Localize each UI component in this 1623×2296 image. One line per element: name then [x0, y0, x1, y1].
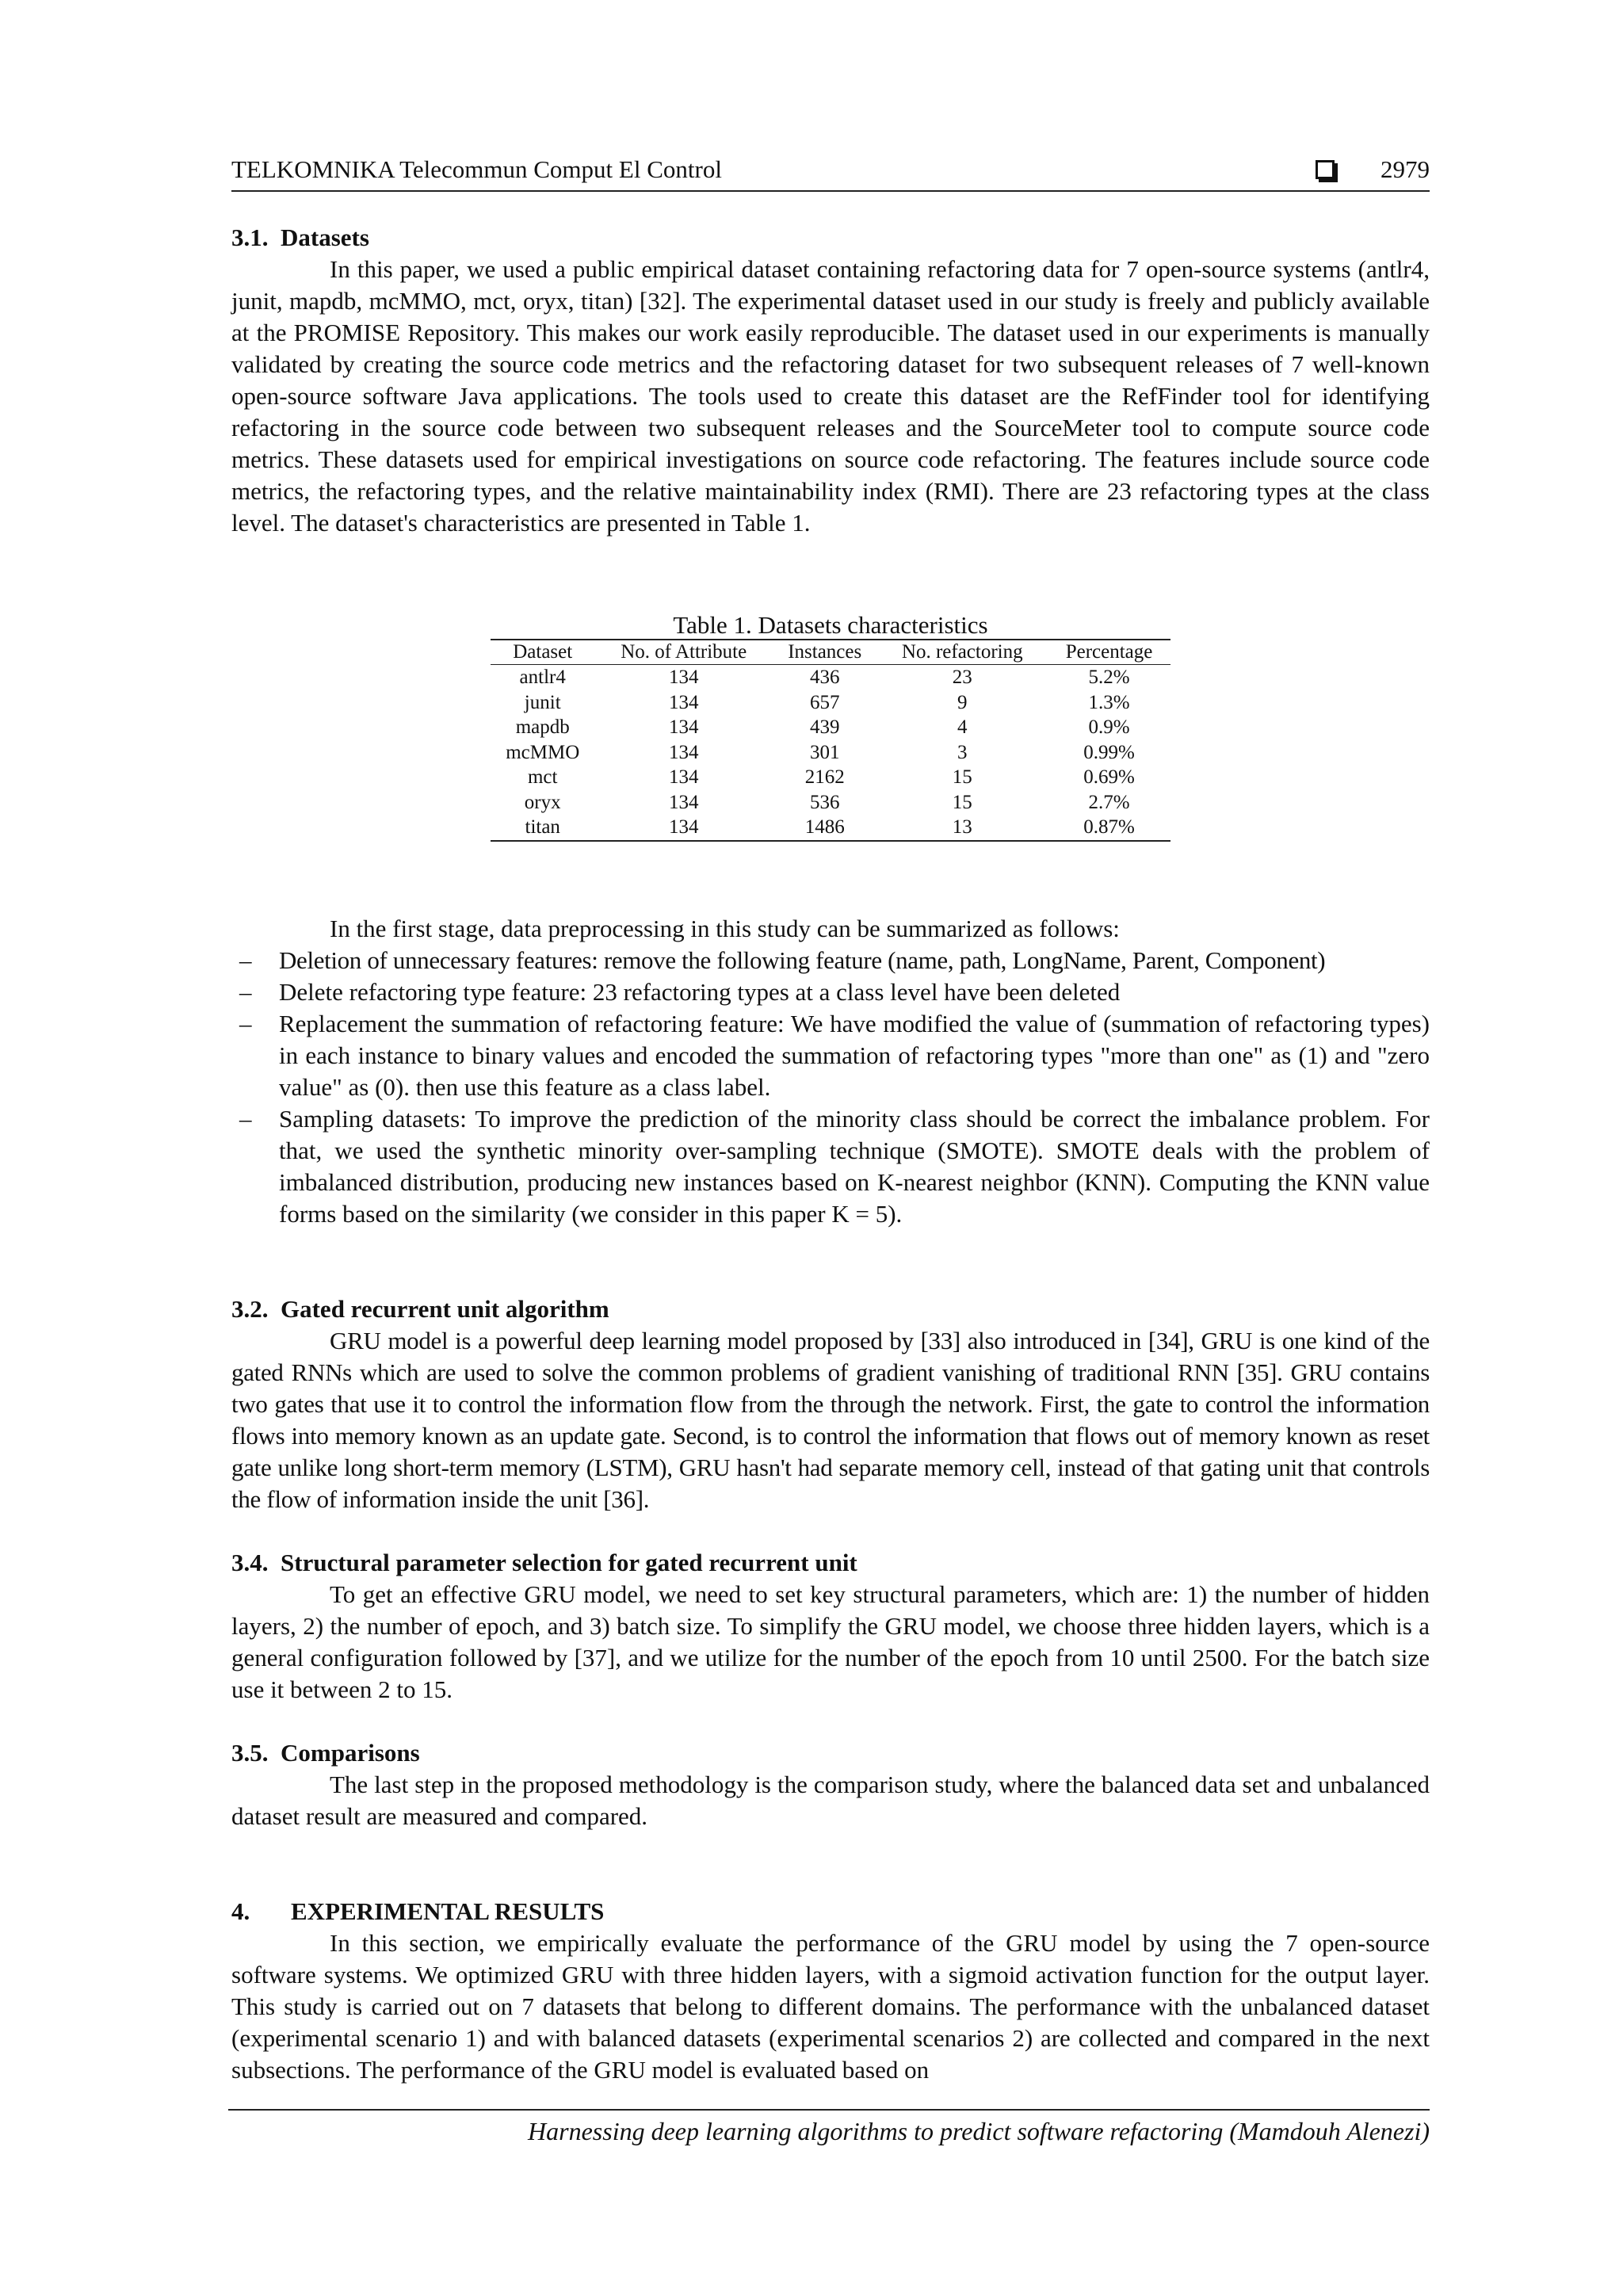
- table-cell: junit: [524, 691, 561, 713]
- table-cell: 134: [668, 716, 699, 738]
- square-bullet-icon: [1316, 160, 1335, 179]
- paragraph-gru: GRU model is a powerful deep learning model proposed by [33] also introduced in [34], GRU is one kind of the gated RNNs which are used to solve the common problems of gradient vanishing of traditional RNN [35]. GRU contains two gates that use it to control the information flow from the through the network. First, the gate to control the information flows into memory known as an update gate. Second, is to control the information that flows out of memory known as reset gate unlike long short-term memory (LSTM), GRU hasn't had separate memory cell, instead of that gating unit that controls the flow of information inside the unit [36].: [231, 1326, 1430, 1513]
- table-header-row: [491, 640, 1170, 665]
- section-title: Comparisons: [281, 1738, 420, 1767]
- table-1: [491, 612, 1170, 842]
- list-item: – Sampling datasets: To improve the prediction of the minority class should be correct the imbalance problem. For that, we used the synthetic minority over-sampling technique (SMOTE). SMOTE deals with the problem of imbalanced distribution, producing new instances based on K-nearest neighbor (KNN). Computing the KNN value forms based on the similarity (we consider in this paper K = 5).: [230, 1103, 1430, 1230]
- table-cell: 2162: [804, 766, 845, 788]
- table-row: [491, 765, 1170, 790]
- table-row: [491, 815, 1170, 841]
- table-cell: 439: [809, 716, 840, 738]
- list-item: – Deletion of unnecessary features: remove the following feature (name, path, LongName, Parent, Component): [230, 945, 1430, 976]
- table-cell: 0.9%: [1088, 716, 1130, 738]
- table-cell: 4: [957, 716, 968, 738]
- list-item: – Delete refactoring type feature: 23 refactoring types at a class level have been deleted: [230, 976, 1430, 1008]
- table-cell: 13: [952, 816, 972, 838]
- section-heading-datasets: [231, 222, 1430, 254]
- section-title: Structural parameter selection for gated recurrent unit: [281, 1548, 857, 1576]
- table-row: [491, 690, 1170, 716]
- section-heading-experimental: [231, 1896, 1430, 1927]
- column-header: No. of Attribute: [594, 640, 773, 665]
- table-cell: mcMMO: [506, 741, 580, 763]
- table-cell: 1.3%: [1088, 691, 1130, 713]
- section-number: 3.1.: [231, 223, 269, 251]
- paragraph-experimental: In this section, we empirically evaluate the performance of the GRU model by using the 7 open-source software systems. We optimized GRU with three hidden layers, with a sigmoid activation function for the output layer. This study is carried out on 7 datasets that belong to different domains. The performance with the unbalanced dataset (experimental scenario 1) and with balanced datasets (experimental scenarios 2) are collected and compared in the next subsections. The performance of the GRU model is evaluated based on: [231, 1928, 1430, 2084]
- table-cell: 9: [957, 691, 968, 713]
- table-cell: 134: [668, 791, 699, 813]
- table-cell: 2.7%: [1088, 791, 1130, 813]
- list-item: – Replacement the summation of refactoring feature: We have modified the value of (summation of refactoring types) in each instance to binary values and encoded the summation of refactoring types "more than one" as (1) and "zero value" as (0). then use this feature as a class label.: [230, 1008, 1430, 1103]
- table-row: [491, 740, 1170, 766]
- section-number: 3.5.: [231, 1738, 269, 1767]
- table-cell: antlr4: [519, 667, 566, 688]
- paragraph-comparisons: The last step in the proposed methodology is the comparison study, where the balanced data set and unbalanced dataset result are measured and compared.: [231, 1770, 1430, 1830]
- column-header: Instances: [773, 640, 876, 665]
- table-cell: 436: [809, 667, 840, 688]
- datasets-table: [491, 639, 1170, 842]
- main-content: [231, 222, 1430, 2086]
- table-row: [491, 790, 1170, 816]
- table-row: [491, 665, 1170, 690]
- running-footer: Harnessing deep learning algorithms to predict software refactoring (Mamdouh Alenezi): [228, 2109, 1430, 2146]
- table-cell: titan: [525, 816, 560, 838]
- preprocessing-list: [231, 945, 1430, 1230]
- table-cell: 1486: [804, 816, 845, 838]
- section-number: 3.2.: [231, 1294, 269, 1323]
- table-cell: 134: [668, 816, 699, 838]
- table-cell: 15: [952, 791, 972, 813]
- column-header: Percentage: [1048, 640, 1170, 665]
- table-cell: 134: [668, 691, 699, 713]
- table-cell: 23: [952, 667, 972, 688]
- table-cell: 0.87%: [1083, 816, 1135, 838]
- table-cell: mct: [527, 766, 558, 788]
- table-cell: 0.99%: [1083, 741, 1135, 763]
- column-header: Dataset: [491, 640, 594, 665]
- section-heading-structural: [231, 1547, 1430, 1579]
- table-cell: 3: [957, 741, 968, 763]
- table-cell: 657: [809, 691, 840, 713]
- section-title: Datasets: [281, 223, 369, 251]
- table-cell: 301: [809, 741, 840, 763]
- table-cell: 134: [668, 766, 699, 788]
- page-number: 2979: [1381, 155, 1430, 183]
- section-title: Gated recurrent unit algorithm: [281, 1294, 609, 1323]
- journal-name: TELKOMNIKA Telecommun Comput El Control: [231, 155, 722, 183]
- table-cell: 5.2%: [1088, 667, 1130, 688]
- section-number: 4.: [231, 1897, 250, 1925]
- table-cell: 0.69%: [1083, 766, 1135, 788]
- section-number: 3.4.: [231, 1548, 269, 1576]
- section-title: EXPERIMENTAL RESULTS: [291, 1897, 605, 1925]
- column-header: No. refactoring: [876, 640, 1048, 665]
- table-cell: 15: [952, 766, 972, 788]
- table-cell: 134: [668, 741, 699, 763]
- table-cell: oryx: [524, 791, 561, 813]
- paragraph-structural: To get an effective GRU model, we need to set key structural parameters, which are: 1) the number of hidden layers, 2) the number of epoch, and 3) batch size. To simplify the GRU model, we choose three hidden layers, which is a general configuration followed by [37], and we utilize for the number of the epoch from 10 until 2500. For the batch size use it between 2 to 15.: [231, 1580, 1430, 1703]
- paragraph-datasets: In this paper, we used a public empirical dataset containing refactoring data for 7 open-source systems (antlr4, junit, mapdb, mcMMO, mct, oryx, titan) [32]. The experimental dataset used in our study is freely and publicly available at the PROMISE Repository. This makes our work easily reproducible. The dataset used in our experiments is manually validated by creating the source code metrics and the refactoring dataset for two subsequent releases of 7 well-known open-source software Java applications. The tools used to create this dataset are the RefFinder tool for identifying refactoring in the source code between two subsequent releases and the SourceMeter tool to compute source code metrics. These datasets used for empirical investigations on source code refactoring. The features include source code metrics, the refactoring types, and the relative maintainability index (RMI). There are 23 refactoring types at the class level. The dataset's characteristics are presented in Table 1.: [231, 255, 1430, 537]
- running-header: [231, 152, 1430, 192]
- table-cell: 134: [668, 667, 699, 688]
- section-heading-comparisons: [231, 1737, 1430, 1769]
- section-heading-gru: [231, 1293, 1430, 1325]
- table-cell: 536: [809, 791, 840, 813]
- table-row: [491, 715, 1170, 740]
- preprocessing-intro: In the first stage, data preprocessing in this study can be summarized as follows:: [330, 914, 1120, 942]
- table-cell: mapdb: [515, 716, 570, 738]
- table-caption: Table 1. Datasets characteristics: [673, 611, 988, 639]
